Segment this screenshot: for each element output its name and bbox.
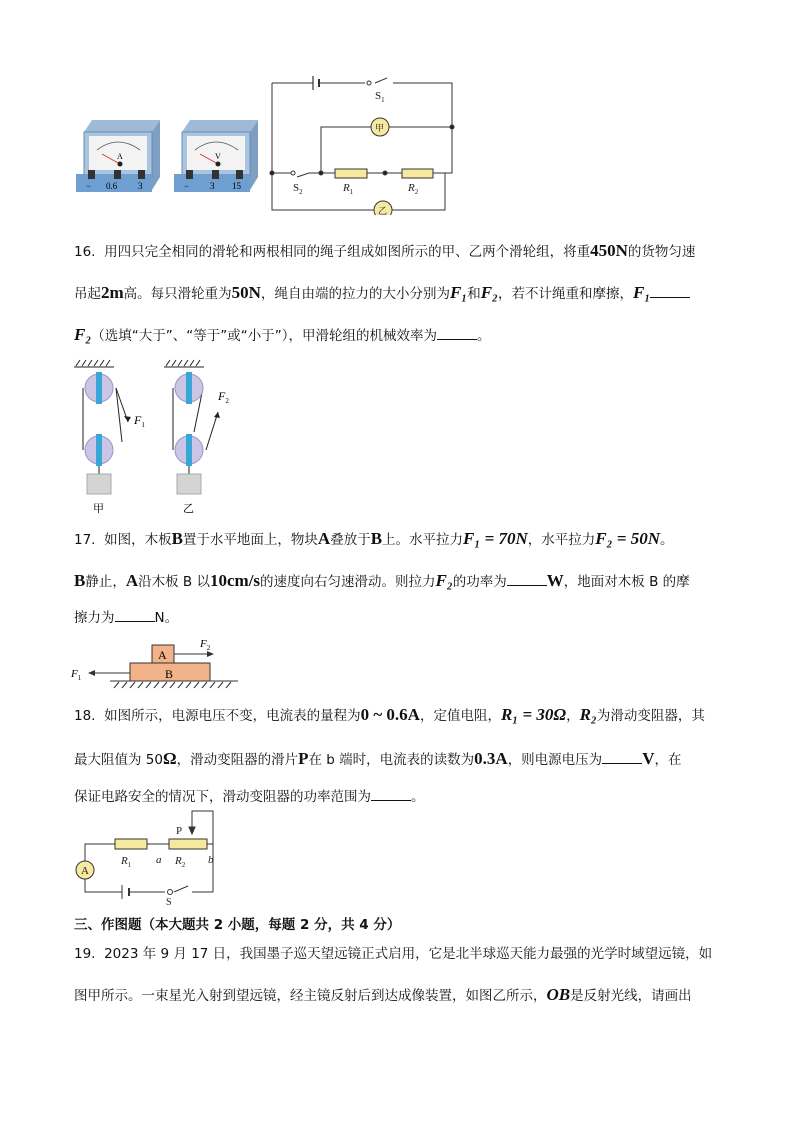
svg-text:S: S	[166, 897, 172, 906]
q17-line-2: B静止，A沿木板 B 以10cm/s的速度向右匀速滑动。则拉力F₂的功率为 W，地面对木板 B 的摩	[74, 571, 690, 590]
answer-blank[interactable]	[371, 786, 411, 801]
svg-text:P: P	[176, 825, 183, 837]
label-r1: $R_1$	[121, 855, 132, 869]
label-s1: $S_1$	[375, 90, 385, 104]
section-heading: 三、作图题（本大题共 2 小题，每题 2 分，共 4 分）	[74, 917, 401, 933]
answer-blank[interactable]	[437, 325, 477, 340]
resistor-r2	[402, 169, 433, 178]
answer-blank[interactable]	[115, 607, 155, 622]
svg-text:a: a	[156, 854, 162, 866]
label-f1: $F_1$	[71, 668, 82, 682]
q18-line-1: 18. 如图所示，电源电压不变，电流表的量程为0 ~ 0.6A，定值电阻，R₁ = 30Ω，R₂为滑动变阻器，其	[74, 705, 705, 724]
svg-text:乙: 乙	[183, 503, 194, 515]
q19-line-2: 图甲所示。一束星光入射到望远镜，经主镜反射后到达成像装置，如图乙所示，OB是反射光线，请画出	[74, 985, 692, 1004]
rheostat-r2	[169, 839, 207, 849]
q17-line-3: 擦力为 N。	[74, 607, 178, 628]
q19-line-1: 19. 2023 年 9 月 17 日，我国墨子巡天望远镜正式启用，它是北半球巡天能力最强的光学时域望远镜，如	[74, 946, 713, 962]
svg-text:−: −	[86, 181, 92, 191]
pulley-figure	[66, 352, 246, 517]
resistor-r1	[335, 169, 367, 178]
q16-line-2: 吊起2m高。每只滑轮重为50N，绳自由端的拉力的大小分别为F₁和F₂，若不计绳重和摩擦，F₁	[74, 283, 690, 304]
ammeter	[76, 120, 160, 192]
switch-s1	[367, 81, 371, 85]
svg-text:甲: 甲	[93, 503, 104, 515]
q16-line-3: F₂（选填“大于”、“等于”或“小于”），甲滑轮组的机械效率为 。	[74, 325, 491, 344]
svg-text:A: A	[81, 865, 89, 877]
label-s2: $S_2$	[293, 182, 303, 196]
svg-text:0.6: 0.6	[106, 181, 118, 191]
svg-text:b: b	[208, 854, 214, 866]
label-r2: $R_2$	[408, 182, 419, 196]
label-f1: $F_1$	[134, 413, 145, 429]
q17-line-1: 17. 如图，木板B置于水平地面上，物块A叠放于B上。水平拉力F₁ = 70N，水平拉力F₂ = 50N。	[74, 529, 674, 548]
svg-text:B: B	[165, 667, 174, 681]
meters-figure	[72, 112, 267, 197]
label-f2: $F_2$	[200, 638, 211, 652]
svg-text:乙: 乙	[378, 206, 388, 215]
svg-text:15: 15	[232, 181, 241, 191]
block-figure	[70, 636, 245, 692]
weight-jia	[87, 474, 111, 494]
label-f2: $F_2$	[218, 389, 229, 405]
answer-blank[interactable]	[650, 283, 690, 298]
label-r1: $R_1$	[343, 182, 354, 196]
answer-blank[interactable]	[507, 571, 547, 586]
q18-line-2: 最大阻值为 50Ω，滑动变阻器的滑片P在 b 端时，电流表的读数为0.3A，则电源电压为 V，在	[74, 749, 682, 768]
svg-text:甲: 甲	[375, 123, 385, 133]
label-r2: $R_2$	[175, 855, 186, 869]
svg-text:3: 3	[138, 181, 143, 191]
resistor-r1	[115, 839, 147, 849]
answer-blank[interactable]	[602, 749, 642, 764]
voltmeter	[174, 120, 258, 192]
switch-s	[168, 890, 173, 895]
svg-text:−: −	[184, 181, 190, 191]
svg-text:3: 3	[210, 181, 215, 191]
weight-yi	[177, 474, 201, 494]
svg-text:A: A	[158, 648, 167, 662]
ammeter-symbol: A	[117, 152, 123, 161]
circuit-figure-18	[70, 808, 220, 906]
q18-line-3: 保证电路安全的情况下，滑动变阻器的功率范围为 。	[74, 786, 425, 807]
q16-line-1: 16. 用四只完全相同的滑轮和两根相同的绳子组成如图所示的甲、乙两个滑轮组，将重450N的货物匀速	[74, 241, 696, 260]
circuit-figure-15	[265, 75, 465, 215]
switch-s2	[291, 171, 295, 175]
voltmeter-symbol: V	[215, 152, 221, 161]
